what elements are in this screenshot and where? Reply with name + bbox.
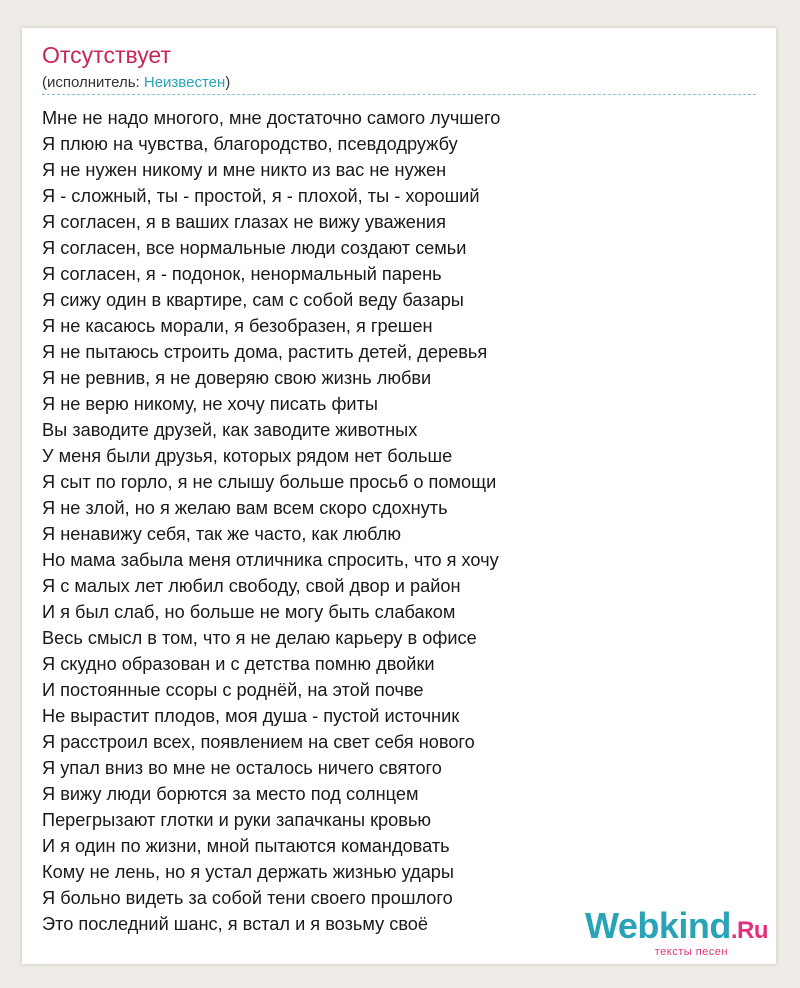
lyric-line: Я плюю на чувства, благородство, псевдодружбу — [42, 134, 458, 154]
lyric-line: Я не ревнив, я не доверяю свою жизнь любви — [42, 368, 432, 388]
lyric-line: Я согласен, я - подонок, ненормальный парень — [42, 264, 442, 284]
lyric-line: Я сижу один в квартире, сам с собой веду базары — [42, 290, 464, 310]
lyric-line: Я с малых лет любил свободу, свой двор и район — [42, 576, 461, 596]
logo-name: Webkind — [584, 905, 731, 946]
lyric-line: Я вижу люди борются за место под солнцем — [42, 784, 419, 804]
artist-prefix: (исполнитель: — [42, 74, 144, 91]
lyric-line: Я согласен, все нормальные люди создают семьи — [42, 238, 467, 258]
logo-wordmark — [584, 905, 768, 949]
logo-subtitle: тексты песен — [654, 946, 728, 958]
lyric-line: И я был слаб, но больше не могу быть слабаком — [42, 602, 456, 622]
lyric-line: И постоянные ссоры с роднёй, на этой почве — [42, 680, 424, 700]
lyric-line: Перегрызают глотки и руки запачканы кровью — [42, 810, 432, 830]
artist-line — [42, 74, 230, 91]
lyric-line: Не вырастит плодов, моя душа - пустой источник — [42, 706, 460, 726]
lyric-line: Но мама забыла меня отличника спросить, что я хочу — [42, 550, 499, 570]
lyric-line: Я не верю никому, не хочу писать фиты — [42, 394, 378, 414]
song-title: Отсутствует — [42, 42, 171, 68]
lyric-line: Я не касаюсь морали, я безобразен, я грешен — [42, 316, 433, 336]
lyric-line: Я не злой, но я желаю вам всем скоро сдохнуть — [42, 498, 448, 518]
lyric-line: Я упал вниз во мне не осталось ничего святого — [42, 758, 442, 778]
lyric-line: Вы заводите друзей, как заводите животных — [42, 420, 418, 440]
lyrics-text — [42, 105, 500, 937]
lyric-line: Весь смысл в том, что я не делаю карьеру в офисе — [42, 628, 477, 648]
lyric-line: И я один по жизни, мной пытаются командовать — [42, 836, 450, 856]
lyric-line: Я больно видеть за собой тени своего прошлого — [42, 888, 453, 908]
lyric-line: Это последний шанс, я встал и я возьму своё — [42, 914, 429, 934]
webkind-logo[interactable] — [584, 905, 768, 958]
lyric-line: Я согласен, я в ваших глазах не вижу уважения — [42, 212, 446, 232]
lyric-line: Я расстроил всех, появлением на свет себя нового — [42, 732, 475, 752]
lyric-line: Я - сложный, ты - простой, я - плохой, ты - хороший — [42, 186, 480, 206]
lyrics-card — [22, 28, 776, 964]
title-divider — [42, 94, 756, 95]
artist-link[interactable]: Неизвестен — [143, 74, 226, 91]
lyric-line: Я ненавижу себя, так же часто, как люблю — [42, 524, 402, 544]
lyric-line: Я не нужен никому и мне никто из вас не нужен — [42, 160, 447, 180]
artist-suffix: ) — [225, 74, 231, 91]
logo-tld: .Ru — [730, 917, 768, 944]
lyric-line: Я сыт по горло, я не слышу больше просьб о помощи — [42, 472, 497, 492]
lyric-line: Я скудно образован и с детства помню двойки — [42, 654, 435, 674]
lyric-line: Мне не надо многого, мне достаточно самого лучшего — [42, 108, 501, 128]
lyric-line: Кому не лень, но я устал держать жизнью удары — [42, 862, 454, 882]
lyric-line: Я не пытаюсь строить дома, растить детей, деревья — [42, 342, 488, 362]
lyric-line: У меня были друзья, которых рядом нет больше — [42, 446, 453, 466]
